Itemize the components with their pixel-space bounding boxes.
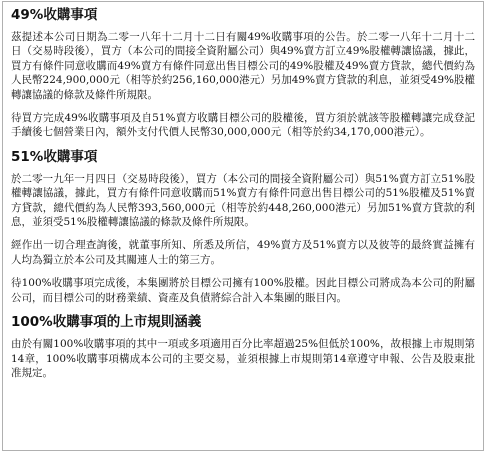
section-49-acquisition <box>11 7 475 140</box>
section-heading: 51%收購事項 <box>11 148 98 165</box>
paragraph: 經作出一切合理查詢後，就董事所知、所悉及所信，49%賣方及51%賣方以及彼等的最終實益擁有人均為獨立於本公司及其關連人士的第三方。 <box>11 239 475 266</box>
section-51-acquisition <box>11 149 475 305</box>
section-heading: 49%收購事項 <box>11 7 98 23</box>
paragraph: 待100%收購事項完成後，本集團將於目標公司擁有100%股權。因此目標公司將成為本公司的附屬公司，而目標公司的財務業績、資產及負債將綜合計入本集團的賬目內。 <box>11 277 475 304</box>
document-page <box>2 1 484 451</box>
section-heading: 100%收購事項的上市規則涵義 <box>11 314 202 331</box>
paragraph: 待買方完成49%收購事項及自51%賣方收購目標公司的股權後，買方須於就該等股權轉讓完成登記手續後七個營業日內，額外支付代價人民幣30,000,000元（相等於約34,170,000港元）。 <box>11 112 475 139</box>
paragraph: 由於有關100%收購事項的其中一項或多項適用百分比率超過25%但低於100%，故根據上市規則第14章，100%收購事項構成本公司的主要交易，並須根據上市規則第14章遵守申報、公告及股東批准規定。 <box>11 338 475 379</box>
section-listing-rules <box>11 314 475 380</box>
paragraph: 於二零一九年一月四日（交易時段後），買方（本公司的間接全資附屬公司）與51%賣方訂立51%股權轉讓協議，據此，買方有條件同意收購而51%賣方有條件同意出售目標公司的51%股權及51%賣方貸款，總代價約為人民幣393,560,000元（相等於約448,260,000港元）另加51%賣方貸款的利息，並須受51%股權轉讓協議的條款及條件所規限。 <box>11 172 475 229</box>
paragraph: 茲提述本公司日期為二零一八年十二月十二日有關49%收購事項的公告。於二零一八年十二月十二日（交易時段後），買方（本公司的間接全資附屬公司）與49%賣方訂立49%股權轉讓協議，據此，買方有條件同意收購而49%賣方有條件同意出售目標公司的49%股權及49%賣方貸款，總代價約為人民幣224,900,000元（相等於約256,160,000港元）另加49%賣方貸款的利息，並須受49%股權轉讓協議的條款及條件所規限。 <box>11 31 475 101</box>
